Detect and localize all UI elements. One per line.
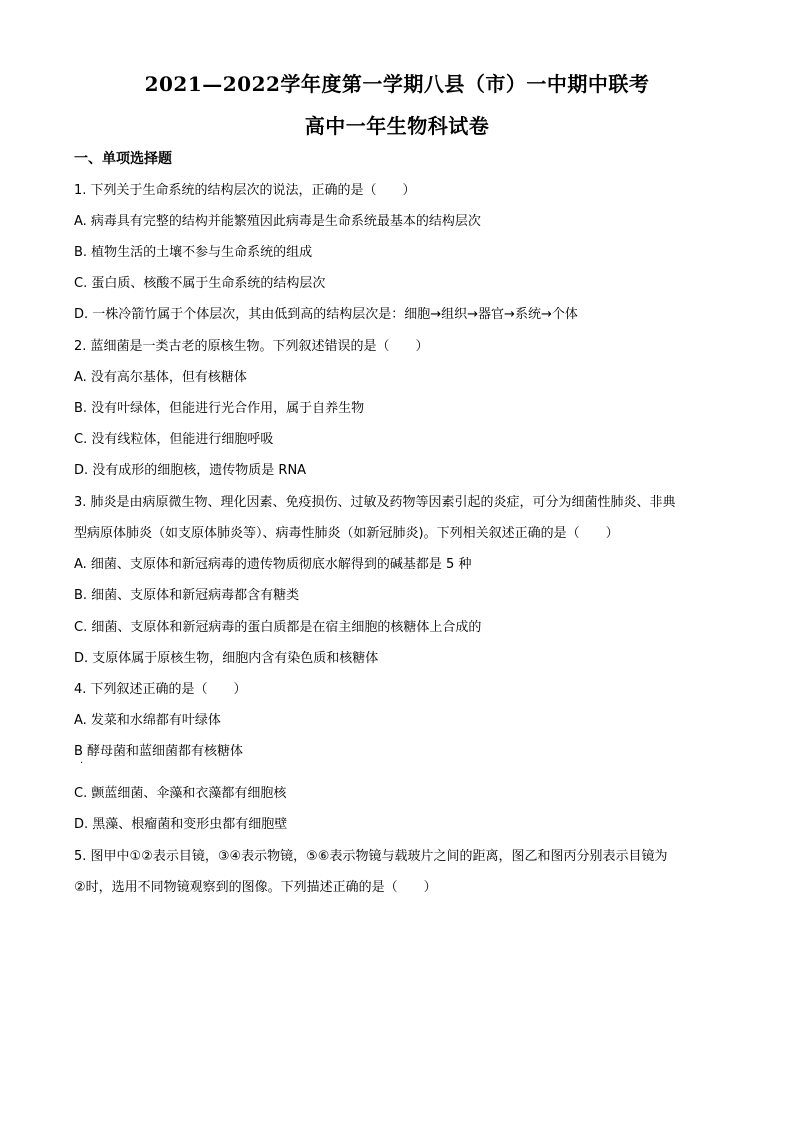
question-1-option-d: D. 一株冷箭竹属于个体层次，其由低到高的结构层次是：细胞→组织→器官→系统→个体 — [74, 307, 578, 322]
question-3-option-a: A. 细菌、支原体和新冠病毒的遗传物质彻底水解得到的碱基都是 5 种 — [74, 557, 472, 572]
question-4-option-c: C. 颤蓝细菌、伞藻和衣藻都有细胞核 — [74, 786, 287, 801]
question-3-option-d: D. 支原体属于原核生物，细胞内含有染色质和核糖体 — [74, 651, 379, 666]
question-4-option-b: B 酵母菌和蓝细菌都有核糖体 — [74, 744, 244, 759]
question-2-option-a: A. 没有高尔基体，但有核糖体 — [74, 370, 247, 385]
question-4-stem: 4. 下列叙述正确的是（ ） — [74, 682, 247, 697]
question-1-option-c: C. 蛋白质、核酸不属于生命系统的结构层次 — [74, 276, 326, 291]
question-5-stem-line1: 5. 图甲中①②表示目镜，③④表示物镜，⑤⑥表示物镜与载玻片之间的距离，图乙和图丙分别表示目镜为 — [74, 849, 668, 864]
question-2-option-d: D. 没有成形的细胞核，遗传物质是 RNA — [74, 463, 307, 478]
question-1-option-a: A. 病毒具有完整的结构并能繁殖因此病毒是生命系统最基本的结构层次 — [74, 214, 481, 229]
question-3-option-b: B. 细菌、支原体和新冠病毒都含有糖类 — [74, 588, 300, 603]
question-3-stem-line1: 3. 肺炎是由病原微生物、理化因素、免疫损伤、过敏及药物等因素引起的炎症，可分为细菌性肺炎、非典 — [74, 495, 676, 510]
question-2-stem: 2. 蓝细菌是一类古老的原核生物。下列叙述错误的是（ ） — [74, 339, 429, 354]
exam-subtitle: 高中一年生物科试卷 — [304, 114, 490, 138]
question-2-option-c: C. 没有线粒体，但能进行细胞呼吸 — [74, 432, 274, 447]
exam-title: 2021—2022学年度第一学期八县（市）一中期中联考 — [144, 72, 650, 96]
question-1-stem: 1. 下列关于生命系统的结构层次的说法，正确的是（ ） — [74, 183, 416, 198]
stray-dot-mark: · — [80, 758, 84, 769]
question-2-option-b: B. 没有叶绿体，但能进行光合作用，属于自养生物 — [74, 401, 365, 416]
question-3-option-c: C. 细菌、支原体和新冠病毒的蛋白质都是在宿主细胞的核糖体上合成的 — [74, 620, 482, 635]
question-4-option-d: D. 黑藻、根瘤菌和变形虫都有细胞壁 — [74, 817, 288, 832]
question-1-option-b: B. 植物生活的土壤不参与生命系统的组成 — [74, 245, 313, 260]
question-4-option-a: A. 发菜和水绵都有叶绿体 — [74, 713, 221, 728]
question-5-stem-line2: ②时，选用不同物镜观察到的图像。下列描述正确的是（ ） — [74, 880, 437, 895]
question-3-stem-line2: 型病原体肺炎（如支原体肺炎等）、病毒性肺炎（如新冠肺炎)。下列相关叙述正确的是（ ） — [74, 526, 619, 541]
section-heading: 一、单项选择题 — [74, 151, 172, 167]
